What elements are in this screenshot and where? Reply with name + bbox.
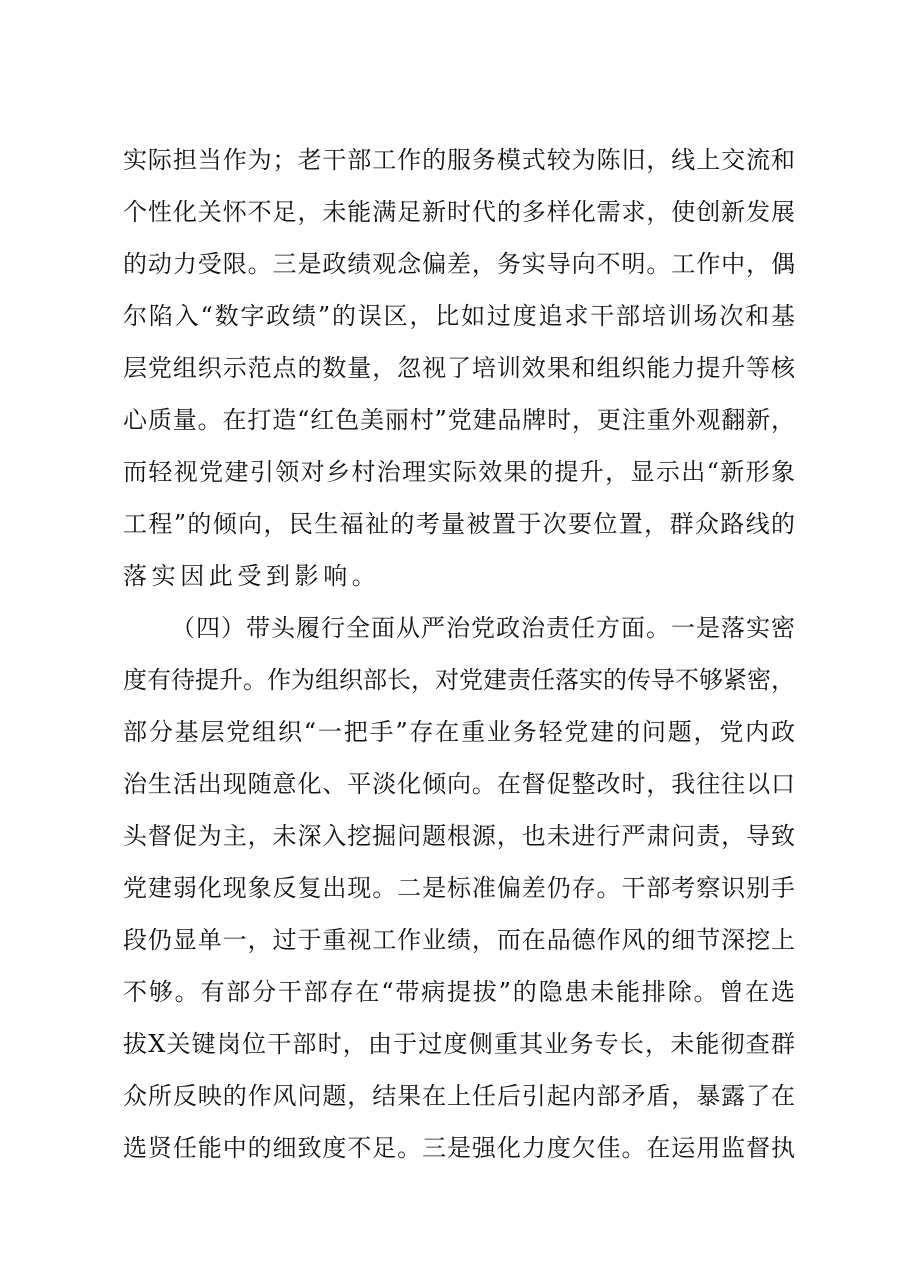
paragraph-line: 层党组织示范点的数量，忽视了培训效果和组织能力提升等核: [123, 354, 795, 382]
paragraph-line: 而轻视党建引领对乡村治理实际效果的提升，显示出“新形象: [123, 458, 795, 486]
paragraph-line: 度有待提升。作为组织部长，对党建责任落实的传导不够紧密，: [123, 666, 795, 694]
paragraph-line: 不够。有部分干部存在“带病提拔”的隐患未能排除。曾在选: [123, 978, 795, 1006]
paragraph-line: 落实因此受到影响。: [123, 562, 381, 590]
section-heading-line: （四）带头履行全面从严治党政治责任方面。一是落实密: [171, 614, 795, 642]
paragraph-line: 尔陷入“数字政绩”的误区，比如过度追求干部培训场次和基: [123, 302, 795, 330]
paragraph-line: 拔X关键岗位干部时，由于过度侧重其业务专长，未能彻查群: [123, 1030, 795, 1058]
paragraph-line: 心质量。在打造“红色美丽村”党建品牌时，更注重外观翻新，: [123, 406, 795, 434]
paragraph-line: 治生活出现随意化、平淡化倾向。在督促整改时，我往往以口: [123, 770, 795, 798]
paragraph-line: 头督促为主，未深入挖掘问题根源，也未进行严肃问责，导致: [123, 822, 795, 850]
paragraph-line: 个性化关怀不足，未能满足新时代的多样化需求，使创新发展: [123, 198, 795, 226]
paragraph-line: 选贤任能中的细致度不足。三是强化力度欠佳。在运用监督执: [123, 1134, 795, 1162]
paragraph-line: 工程”的倾向，民生福祉的考量被置于次要位置，群众路线的: [123, 510, 795, 538]
paragraph-line: 的动力受限。三是政绩观念偏差，务实导向不明。工作中，偶: [123, 250, 795, 278]
paragraph-line: 段仍显单一，过于重视工作业绩，而在品德作风的细节深挖上: [123, 926, 795, 954]
paragraph-line: 实际担当作为；老干部工作的服务模式较为陈旧，线上交流和: [123, 146, 795, 174]
paragraph-line: 党建弱化现象反复出现。二是标准偏差仍存。干部考察识别手: [123, 874, 795, 902]
paragraph-line: 众所反映的作风问题，结果在上任后引起内部矛盾，暴露了在: [123, 1082, 795, 1110]
paragraph-line: 部分基层党组织“一把手”存在重业务轻党建的问题，党内政: [123, 718, 795, 746]
